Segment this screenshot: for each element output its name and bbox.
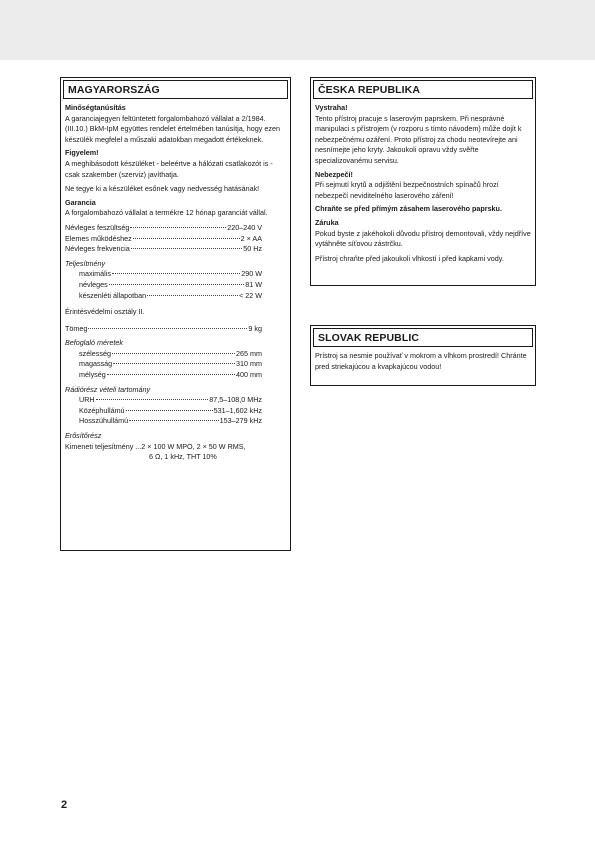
cz-protect-text: Chraňte se před přímým zásahem laserového paprsku. <box>315 204 502 214</box>
dimensions-heading: Befoglaló méretek <box>65 338 123 348</box>
cz-warranty-heading: Záruka <box>315 217 339 227</box>
hu-warning-text: A meghibásodott készüléket - beleértve a hálózati csatlakozót is - csak szakember (szerviz) javíthatja. <box>65 158 273 179</box>
sk-text: Prístroj sa nesmie používať v mokrom a vlhkom prostredí! Chránte pred striekajúcou a kvapkajúcou vodou! <box>315 351 527 371</box>
cz-moisture-text: Přístroj chraňte před jakoukoli vlhkostí i před kapkami vody. <box>315 253 504 263</box>
weight-row-wrap <box>65 324 286 335</box>
quality-text: A garanciajegyen feltüntetett forgalombahozó vállalat a 2/1984. (III.10.) BkM-IpM együttes rendelet értelmében tanúsítja, hogy ezen készülék megfelel a műszaki adatokban megadott értékeknek. <box>65 113 280 144</box>
guarantee-heading: Garancia <box>65 197 96 207</box>
spec-row: névleges 81 W <box>79 279 262 289</box>
spec-row: magasság 310 mm <box>79 359 262 369</box>
cz-warranty-text: Pokud byste z jakéhokoli důvodu přístroj demontovali, vždy nejdříve vytáhněte síťovou zástrčku. <box>315 228 531 249</box>
radio-heading: Rádiórész vételi tartomány <box>65 384 151 394</box>
page-number: 2 <box>61 799 68 811</box>
power-heading: Teljesítmény <box>65 258 106 268</box>
spec-row: maximális 290 W <box>79 269 262 279</box>
spec-list-top <box>65 223 286 255</box>
cz-warning-heading: Vystraha! <box>315 103 348 112</box>
cz-warning-text: Tento přístroj pracuje s laserovým paprskem. Při nesprávné manipulaci s přístrojem (v rozporu s tímto návodem) může dojít k nebezpečnému ozáření. Proto přístroj za chodu neotevírejte ani nesnímejte jeho kryty. Jakoukoli opravu vždy svěřte specializovanému servisu. <box>315 113 522 165</box>
guarantee-text: A forgalombahozó vállalat a termékre 12 hónap garanciát vállal. <box>65 208 268 218</box>
slovak-section <box>310 325 536 386</box>
quality-heading: Minőségtanúsítás <box>65 103 126 112</box>
amp-heading: Erősítőrész <box>65 431 102 441</box>
amp-line-1: Kimeneti teljesítmény ...2 × 100 W MPO, 2 × 50 W RMS, <box>65 441 246 451</box>
hungary-section <box>60 77 291 551</box>
amp-line-2: 6 Ω, 1 kHz, THT 10% <box>149 452 217 462</box>
spec-row: készenléti állapotban < 22 W <box>79 290 262 300</box>
hungary-title: MAGYARORSZÁG <box>63 80 288 99</box>
czech-title: ČESKA REPUBLIKA <box>313 80 533 99</box>
power-list <box>65 269 286 301</box>
page-header-band <box>0 0 595 60</box>
cz-danger-heading: Nebezpečí! <box>315 169 353 179</box>
spec-row: URH 87,5–108,0 MHz <box>79 395 262 405</box>
protection-class: Érintésvédelmi osztály II. <box>65 307 145 317</box>
czech-section <box>310 77 536 286</box>
spec-row: Tömeg 9 kg <box>65 323 262 333</box>
hu-warning-heading: Figyelem! <box>65 148 99 158</box>
spec-row: Középhullámú 531–1,602 kHz <box>79 405 262 415</box>
spec-row: szélesség 265 mm <box>79 348 262 358</box>
slovak-title: SLOVAK REPUBLIC <box>313 328 533 347</box>
spec-row: Elemes működéshez 2 × AA <box>65 233 262 243</box>
spec-row: Névleges frekvencia 50 Hz <box>65 244 262 254</box>
spec-row: Névleges feszültség 220–240 V <box>65 222 262 232</box>
radio-list <box>65 395 286 427</box>
spec-row: Hosszúhullámú 153–279 kHz <box>79 416 262 426</box>
dimensions-list <box>65 349 286 381</box>
hu-moisture-text: Ne tegye ki a készüléket esőnek vagy nedvesség hatásának! <box>65 184 260 194</box>
spec-row: mélység 400 mm <box>79 370 262 380</box>
cz-danger-text: Při sejmutí krytů a odjištění bezpečnostních spínačů hrozí nebezpečí neviditelného laserového záření! <box>315 180 499 200</box>
